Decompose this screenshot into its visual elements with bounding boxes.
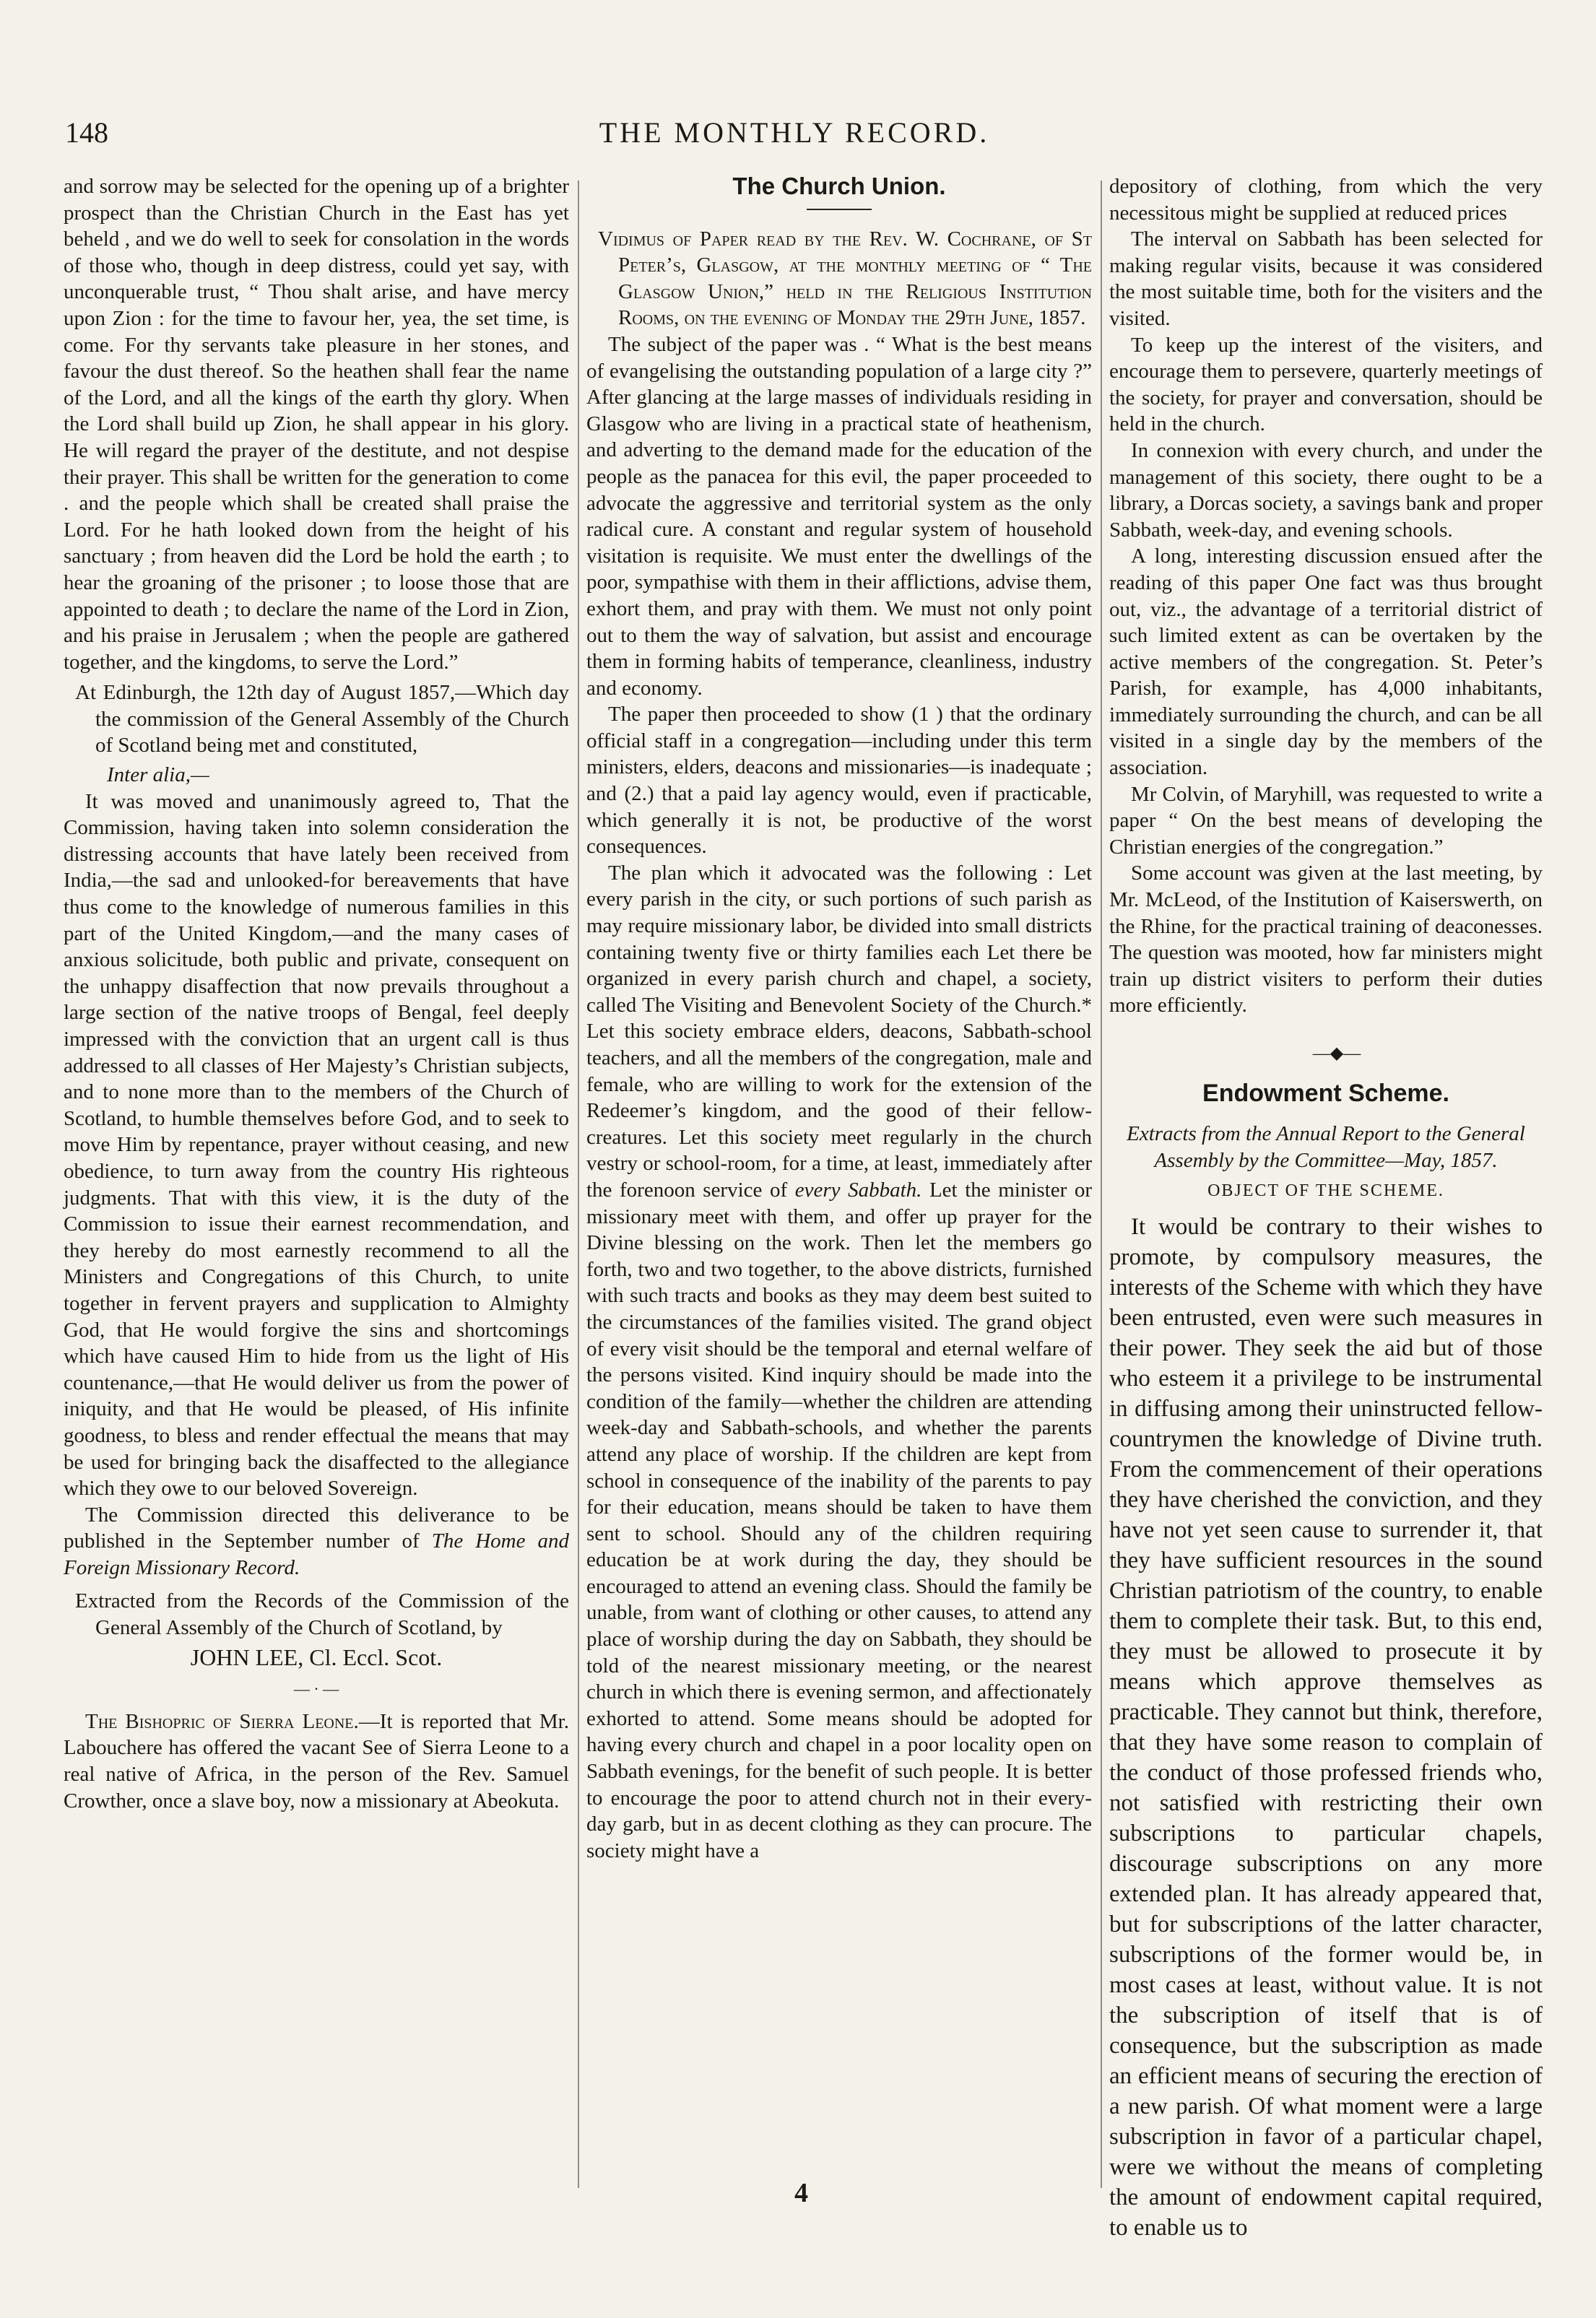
paragraph: Some account was given at the last meeting, by Mr. McLeod, of the Institution of Kaiserswerth, on the Rhine, for the practical training of deaconesses. The question was mooted, how far ministers might train up district visiters to perform their duties more efficiently. xyxy=(1109,861,1543,1017)
paragraph: At Edinburgh, the 12th day of August 1857,—Which day the commission of the General Assembly of the Church of Scotland being met and constituted, xyxy=(75,681,569,758)
paragraph: It would be contrary to their wishes to promote, by compulsory measures, the interests of the Scheme with which they have been entrusted, even were such measures in their power. They seek the aid but of those who esteem it a privilege to be instrumental in diffusing among their uninstructed fellow-countrymen the knowledge of Divine truth. From the commencement of their operations they have cherished the conviction, and they have not yet seen cause to surrender it, that they have sufficient resources in the sound Christian patriotism of the country, to enable them to complete their task. But, to this end, they must be allowed to prosecute it by means which approve themselves as practicable. They cannot but think, therefore, that they have some reason to complain of the conduct of those professed friends who, not satisfied with restricting their own subscriptions to particular chapels, discourage subscriptions on any more extended plan. It has already appeared that, but for subscriptions of the latter character, subscriptions of the former would be, in most cases at least, without value. It is not the subscription of itself that is of consequence, but the subscription as made an efficient means of securing the erection of a new parish. Of what moment were a large subscription in favor of a particular chapel, were we without the means of completing the amount of endowment capital required, to enable us to xyxy=(1109,1213,1543,2241)
text: The Commission directed this deliverance to be published in the September number of xyxy=(64,1503,569,1553)
text: Let the minister or missionary meet with them, and offer up prayer for the Divine blessing on the work. Then let the members go forth, two and two together, to the above districts, furnished with such tracts and books as they may deem best suited to the circumstances of the families visited. The grand object of every visit should be the temporal and eternal welfare of the persons visited. Kind inquiry should be made into the condition of the family—whether the children are attending week-day and Sabbath-schools, and whether the parents attend any place of worship. If the children are kept from school in consequence of the inability of the parents to pay for their education, means should be taken to have them sent to school. Should any of the children requiring education be at work during the day, they should be encouraged to attend an evening class. Should the family be unable, from want of clothing or other causes, to attend any place of worship during the day on Sabbath, they should be told of the nearest missionary meeting, or the nearest church in which there is evening sermon, and affectionately exhorted to attend. Some means should be adopted for having every church and chapel in a poor locality open on Sabbath evenings, for the benefit of such people. It is better to encourage the poor to attend church not in their every-day garb, but in as decent clothing as they can procure. The society might have a xyxy=(586,1178,1092,1862)
paragraph: and sorrow may be selected for the opening up of a brighter prospect than the Christian Church in the East has yet beheld , and we do well to seek for consolation in the words of those who, though in deep distress, could yet say, with unconquerable trust, “ Thou shalt arise, and have mercy upon Zion : for the time to favour her, yea, the set time, is come. For thy servants take pleasure in her stones, and favour the dust thereof. So the heathen shall fear the name of the Lord, and all the kings of the earth thy glory. When the Lord shall build up Zion, he shall appear in his glory. He will regard the prayer of the destitute, and not despise their prayer. This shall be written for the generation to come . and the people which shall be created shall praise the Lord. For he hath looked down from the height of his sanctuary ; from heaven did the Lord be hold the earth ; to hear the groaning of the prisoner ; to loose those that are appointed to death ; to declare the name of the Lord in Zion, and his praise in Jerusalem ; when the people are gathered together, and the kingdoms, to serve the Lord.” xyxy=(64,175,569,674)
paragraph: Inter alia,— xyxy=(107,763,209,787)
text: The plan which it advocated was the following : Let every parish in the city, or such portions of such parish as may require missionary labor, be divided into small districts containing twenty five or thirty families each Let there be organized in every parish church and chapel, a society, called The Visiting and Benevolent Society of the Church.* Let this society embrace elders, deacons, Sabbath-school teachers, and all the members of the congregation, male and female, who are willing to work for the extension of the Redeemer’s kingdom, and the good of their fellow-creatures. Let this society meet regularly in the church vestry or school-room, for a time, at least, immediately after the forenoon service of xyxy=(586,861,1092,1202)
separator: —◆— xyxy=(1312,1044,1361,1063)
signature: JOHN LEE, Cl. Eccl. Scot. xyxy=(190,1644,443,1670)
paragraph: To keep up the interest of the visiters, and encourage them to persevere, quarterly meetings of the society, for prayer and conversation, should be held in the church. xyxy=(1109,333,1543,436)
column-middle xyxy=(586,173,1092,2210)
paragraph xyxy=(64,1709,569,1814)
paragraph xyxy=(586,860,1092,1865)
text: —It is reported that Mr. Labouchere has offered the vacant See of Sierra Leone to a real native of Africa, in the person of the Rev. Samuel Crowther, once a slave boy, now a missionary at Abeokuta. xyxy=(64,1709,569,1813)
signature-mark: 4 xyxy=(794,2178,808,2208)
subheading: OBJECT OF THE SCHEME. xyxy=(1207,1181,1444,1201)
column-divider xyxy=(1101,181,1102,2188)
paragraph: A long, interesting discussion ensued after the reading of this paper One fact was thus brought out, viz., the advantage of a territorial district of such limited extent as can be overtaken by the active members of the congregation. St. Peter’s Parish, for example, has 4,000 inhabitants, immediately surrounding the church, and can be all visited in a single day by the members of the association. xyxy=(1109,544,1543,780)
page-number: 148 xyxy=(65,116,108,149)
column-left xyxy=(64,173,569,2210)
paragraph: Mr Colvin, of Maryhill, was requested to write a paper “ On the best means of developing the Christian energies of the congregation.” xyxy=(1109,782,1543,859)
emphasis: every Sabbath. xyxy=(794,1178,922,1202)
section-title: Endowment Scheme. xyxy=(1202,1079,1449,1107)
section-title: The Church Union. xyxy=(732,173,946,199)
column-divider xyxy=(578,181,579,2188)
paragraph: The subject of the paper was . “ What is the best means of evangelising the outstanding population of a large city ?” After glancing at the large masses of individuals residing in Glasgow who are living in a practical state of heathenism, and adverting to the demand made for the education of the people as the panacea for this evil, the paper proceeded to advocate the aggressive and territorial system as the only radical cure. A constant and regular system of household visitation is requisite. We must enter the dwellings of the poor, sympathise with them in their afflictions, advise them, exhort them, and pray with them. We must not only point out to them the way of salvation, but assist and encourage them in forming habits of temperance, cleanliness, industry and economy. xyxy=(586,332,1092,700)
page-header xyxy=(65,116,1524,159)
paragraph xyxy=(64,1502,569,1581)
subtitle: Extracts from the Annual Report to the General Assembly by the Committee—May, 1857. xyxy=(1127,1122,1525,1172)
paragraph: depository of clothing, from which the very necessitous might be supplied at reduced prices xyxy=(1109,175,1543,225)
paragraph: Extracted from the Records of the Commission of the General Assembly of the Church of Scotland, by xyxy=(75,1589,569,1640)
paragraph: The paper then proceeded to show (1 ) that the ordinary official staff in a congregation—including under this term ministers, elders, deacons and missionaries—is inadequate ; and (2.) that a paid lay agency would, even if practicable, which generally it is not, be productive of the worst consequences. xyxy=(586,703,1092,859)
paragraph: The interval on Sabbath has been selected for making regular visits, because it was considered the most suitable time, both for the visiters and the visited. xyxy=(1109,227,1543,330)
separator: — · — xyxy=(293,1680,339,1698)
title-rule xyxy=(807,209,872,210)
paragraph: It was moved and unanimously agreed to, That the Commission, having taken into solemn consideration the distressing accounts that have lately been received from India,—the sad and unlooked-for bereavements that have thus come to the knowledge of numerous families in this part of the United Kingdom,—and the many cases of anxious solicitude, both public and private, consequent on the unhappy disaffection that now prevails throughout a large section of the native troops of Bengal, feel deeply impressed with the conviction that an urgent call is thus addressed to all classes of Her Majesty’s Christian subjects, and to none more than to the members of the Church of Scotland, to humble themselves before God, and to seek to move Him by repentance, prayer without ceasing, and new obedience, to turn away from the country His righteous judgments. That with this view, it is the duty of the Commission to issue their earnest recommendation, and they hereby do most earnestly recommend to all the Ministers and Congregations of this Church, to unite together in fervent prayers and supplication to Almighty God, that He would forgive the sins and shortcomings which have caused Him to hide from us the light of His countenance,—that He would deliver us from the power of iniquity, and that He would be pleased, of His infinite goodness, to bless and render effectual the means that may be used for bringing back the disaffected to the allegiance which they owe to our beloved Sovereign. xyxy=(64,789,569,1501)
running-title: THE MONTHLY RECORD. xyxy=(599,116,990,149)
column-right xyxy=(1109,173,1543,2241)
publication-title: The Home and Foreign Missionary Record. xyxy=(64,1529,569,1579)
lead-in: The Bishopric of Sierra Leone. xyxy=(85,1709,359,1733)
paragraph: Vidimus of Paper read by the Rev. W. Cochrane, of St Peter’s, Glasgow, at the monthly meeting of “ The Glasgow Union,” held in the Religious Institution Rooms, on the evening of Monday the 29th June, 1857. xyxy=(598,227,1092,330)
paragraph: In connexion with every church, and under the management of this society, there ought to be a library, a Dorcas society, a savings bank and proper Sabbath, week-day, and evening schools. xyxy=(1109,438,1543,542)
